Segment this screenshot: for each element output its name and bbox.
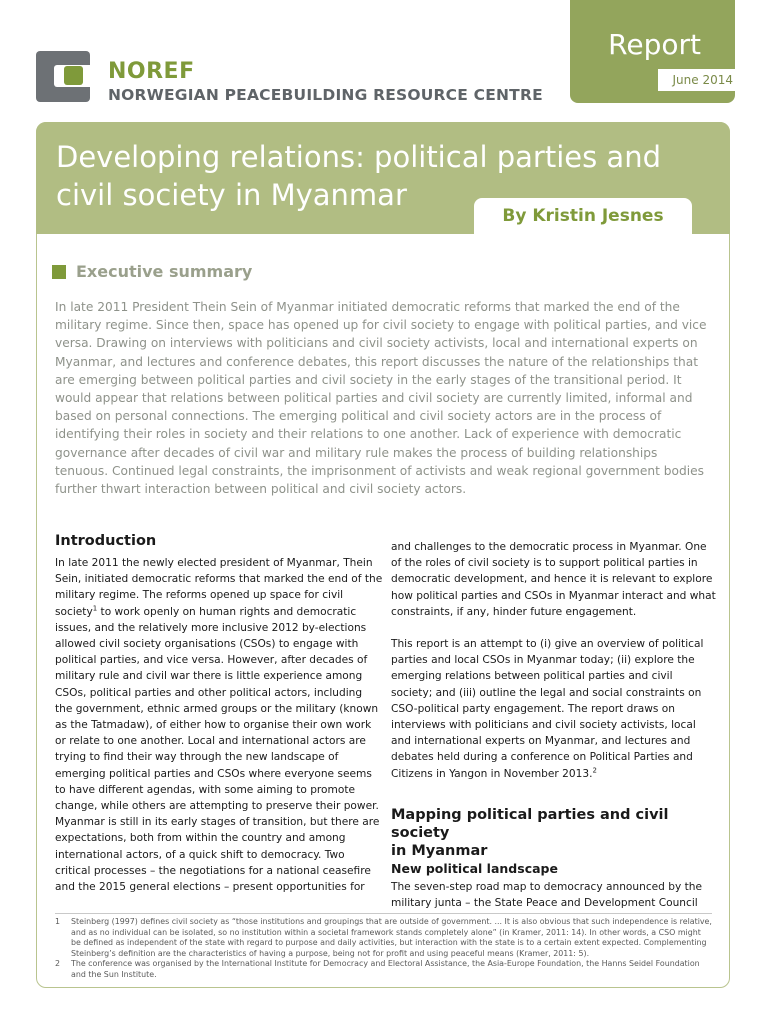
mapping-heading: Mapping political parties and civil society in Myanmar [391, 806, 669, 859]
report-tab [570, 0, 735, 103]
noref-logo-icon [36, 51, 90, 102]
paragraph-gap [391, 620, 716, 636]
title-line-1: Developing relations: political parties and [56, 140, 661, 174]
footnote-number: 2 [55, 959, 61, 969]
body-line: trying to find their way through the new landscape of [55, 751, 339, 764]
summary-line: identifying their roles in society and their relations to one another. Lack of experience with democratic [55, 427, 682, 442]
executive-summary-heading: Executive summary [76, 262, 253, 281]
summary-line: based on personal connections. The emerging political and civil society actors are in the process of [55, 409, 662, 424]
logo-name: NOREF [108, 59, 195, 84]
footnote-ref-2[interactable]: 2 [592, 766, 597, 775]
footnote-ref-1[interactable]: 1 [92, 604, 98, 613]
body-line: military junta – the State Peace and Development Council [391, 897, 698, 910]
body-line: CSOs, political parties and other political actors, including [55, 686, 363, 699]
body-line: society$^1$ to work openly on human rights and democratic [55, 604, 357, 618]
body-line: or relate to one another. Local and international actors are [55, 735, 366, 748]
body-line: Sein, initiated democratic reforms that marked the end of the [55, 573, 383, 586]
footnote-divider [55, 913, 712, 914]
summary-line: tenuous. Continued legal constraints, the imprisonment of activists and weak regional government bodies [55, 463, 704, 478]
body-line: international actors, of a quick shift to democracy. Two [55, 848, 345, 861]
body-line: how political parties and CSOs in Myanmar interact and what [391, 589, 716, 602]
body-line: Citizens in Yangon in November 2013.$^2$ [391, 766, 597, 780]
body-line: interviews with politicians and civil society activists, local [391, 719, 696, 732]
summary-line: In late 2011 President Thein Sein of Myanmar initiated democratic reforms that marked the end of the [55, 300, 680, 314]
summary-line: governance after decades of civil war and military rule makes the process of building relationships [55, 445, 658, 460]
report-label: Report [608, 28, 701, 61]
body-line: The seven-step road map to democracy announced by the [391, 880, 702, 893]
body-line: society; and (iii) outline the legal and social constraints on [391, 686, 702, 699]
body-line: debates held during a conference on Political Parties and [391, 751, 693, 764]
body-line: of the roles of civil society is to support political parties in [391, 557, 698, 570]
summary-line: Myanmar, and lectures and conference debates, this report discusses the nature of the relationships that [55, 354, 699, 369]
body-line: as the Tatmadaw), of either how to organise their own work [55, 719, 372, 732]
body-line: issues, and the relatively more inclusive 2012 by-elections [55, 621, 367, 634]
executive-summary-text [55, 298, 713, 498]
summary-line: further thwart interaction between political and civil society actors. [55, 482, 467, 497]
footnotes [55, 917, 715, 981]
logo-subtitle: NORWEGIAN PEACEBUILDING RESOURCE CENTRE [108, 86, 543, 104]
body-line: and the 2015 general elections – present opportunities for [55, 881, 365, 894]
summary-line: would appear that relations between political parties and civil society are currently limited, informal and [55, 391, 693, 406]
summary-line: military regime. Since then, space has opened up for civil society to engage with political parties, and vice [55, 318, 707, 333]
body-line: military rule and civil war there is little experience among [55, 670, 363, 683]
body-line: and international experts on Myanmar, and lectures and [391, 735, 691, 748]
body-line: political parties, and vice versa. However, after decades of [55, 654, 368, 667]
body-line: constraints, if any, hinder future engagement. [391, 605, 637, 618]
body-line: expectations, both from within the country and among [55, 832, 346, 845]
body-line: Myanmar is still in its early stages of transition, but there are [55, 816, 380, 829]
title-line-2: civil society in Myanmar [56, 178, 407, 212]
square-bullet-icon [52, 265, 66, 279]
body-line: In late 2011 the newly elected president of Myanmar, Thein [55, 557, 373, 569]
summary-line: versa. Drawing on interviews with politicians and civil society activists, local and international experts on [55, 336, 698, 351]
introduction-heading: Introduction [55, 533, 157, 549]
body-line: emerging political parties and CSOs where everyone seems [55, 767, 372, 780]
body-line: This report is an attempt to (i) give an overview of political [391, 638, 704, 651]
body-line: critical processes – the negotiations for a national ceasefire [55, 864, 371, 877]
paragraph-gap [391, 782, 716, 806]
body-line: democratic development, and hence it is relevant to explore [391, 573, 713, 586]
footnote-1: 1 Steinberg (1997) defines civil society as “those institutions and groupings that are outside of government. ... It is also obvious that such independence is relative, and as no individual can be isolated, so no institution within a societal framework stands completely alone” (in Kramer, 2011: 14). In other words, a CSO might be defined as independent of the state with regard to purpose and daily activities, but interaction with the state is to a certain extent expected. Complementing Steinberg’s definition are the characteristics of having a purpose, being not for profit and using peaceful means (Kramer, 2011: 5). [55, 917, 712, 958]
body-line: military regime. The reforms opened up space for civil [55, 589, 344, 602]
footnote-number: 1 [55, 917, 61, 926]
body-line: to have different agendas, with some aiming to promote [55, 783, 355, 796]
footnote-2: 2 The conference was organised by the International Institute for Democracy and Electoral Assistance, the Asia-Europe Foundation, the Hanns Seidel Foundation and the Sun Institute. [55, 959, 700, 979]
summary-line: are emerging between political parties and civil society in the early stages of the transitional period. It [55, 372, 682, 387]
left-column [55, 532, 383, 895]
report-date: June 2014 [658, 69, 735, 91]
new-political-landscape-subheading: New political landscape [391, 860, 558, 876]
author-byline: By Kristin Jesnes [502, 206, 664, 226]
body-line: CSO-political party engagement. The report draws on [391, 702, 675, 715]
body-line: and challenges to the democratic process in Myanmar. One [391, 541, 707, 553]
body-line: emerging relations between political parties and civil [391, 670, 673, 683]
body-line: allowed civil society organisations (CSOs) to engage with [55, 638, 359, 651]
body-line: change, while others are attempting to preserve their power. [55, 800, 379, 813]
right-column [391, 539, 716, 911]
body-line: parties and local CSOs in Myanmar today; (ii) explore the [391, 654, 695, 667]
body-line: the government, ethnic armed groups or the military (known [55, 702, 379, 715]
